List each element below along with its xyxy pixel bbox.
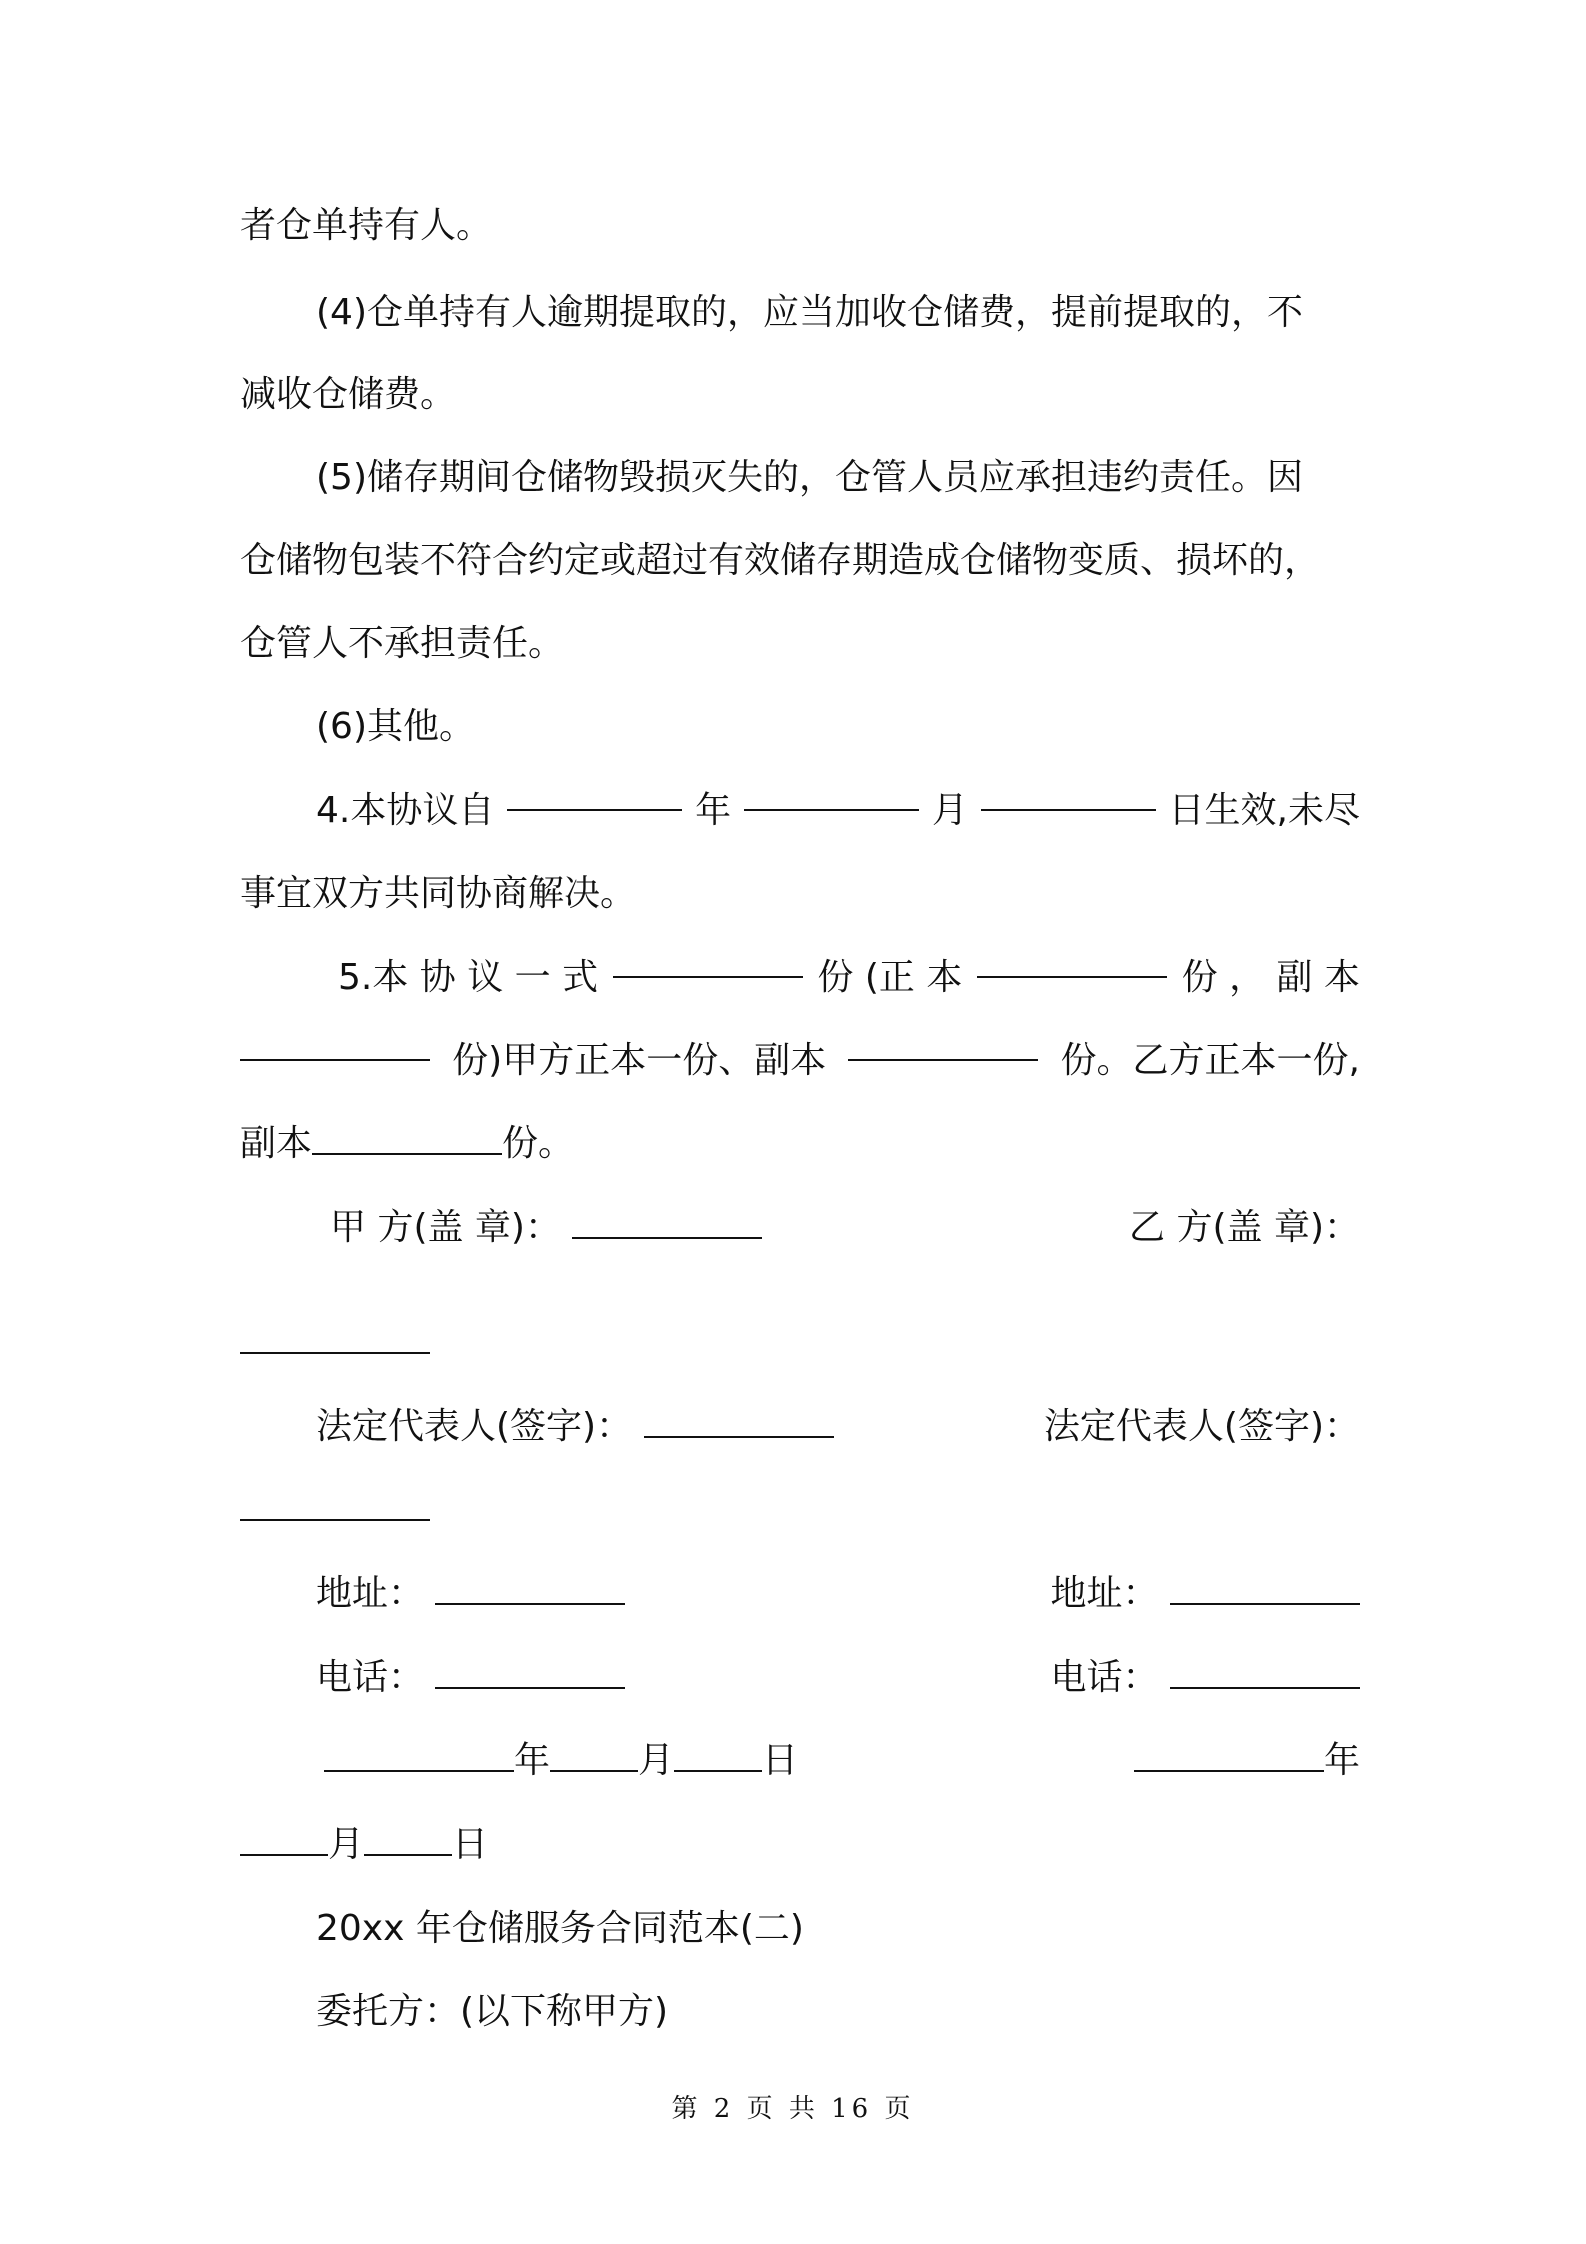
paragraph-line: 仓储物包装不符合约定或超过有效储存期造成仓储物变质、损坏的， [240, 540, 1321, 581]
copies-duplicate-label: 份 ， 副 本 [1181, 957, 1360, 998]
month-blank [744, 781, 919, 811]
copies-duplicate-blank [240, 1031, 430, 1061]
party-b-seal-blank [240, 1324, 430, 1354]
day-label: 日生效,未尽 [1168, 790, 1360, 831]
paragraph-line: 减收仓储费。 [240, 374, 457, 415]
copies-total-blank [613, 948, 803, 978]
legal-rep-b-blank-row [240, 1480, 430, 1540]
copies-line-3 [240, 1114, 1360, 1174]
address-b [1051, 1564, 1360, 1624]
date-a-day-label: 日 [762, 1740, 799, 1781]
copies-end: 份。 [502, 1123, 575, 1164]
party-a-seal-blank [572, 1209, 762, 1239]
copies-party-b-duplicate-blank [312, 1125, 502, 1155]
legal-rep-a-label: 法定代表人(签字)： [316, 1406, 633, 1447]
date-a-year-label: 年 [514, 1740, 551, 1781]
contract-title: 20xx 年仓储服务合同范本(二) [316, 1908, 804, 1949]
copies-party-a-text: 份)甲方正本一份、副本 [452, 1040, 827, 1081]
legal-rep-b-label: 法定代表人(签字)： [1043, 1406, 1360, 1447]
phone-a-blank [435, 1659, 625, 1689]
address-a-blank [435, 1575, 625, 1605]
copies-original-label: 份 (正 本 [817, 957, 963, 998]
legal-rep-a-blank [644, 1408, 834, 1438]
legal-rep-b-blank [240, 1491, 430, 1521]
phone-b-blank [1170, 1659, 1360, 1689]
clause-5-line: (5)储存期间仓储物毁损灭失的，仓管人员应承担违约责任。因 [316, 457, 1303, 498]
legal-rep-a [316, 1397, 834, 1457]
date-a-year-blank [324, 1742, 514, 1772]
copies-prefix: 5.本 协 议 一 式 [338, 957, 599, 998]
date-b-rest [240, 1815, 488, 1875]
phone-a-label: 电话： [316, 1657, 425, 1698]
year-blank [507, 781, 682, 811]
date-b-day-label: 日 [452, 1824, 489, 1865]
date-b-day-blank [364, 1826, 452, 1856]
paragraph-line: 事宜双方共同协商解决。 [240, 873, 637, 914]
paragraph-line: 仓管人不承担责任。 [240, 623, 565, 664]
effective-date-prefix: 4.本协议自 [316, 790, 495, 831]
party-b-seal-blank-row [240, 1313, 430, 1373]
date-b-year-blank [1134, 1742, 1324, 1772]
copies-party-b-text: 份。乙方正本一份, [1060, 1040, 1360, 1081]
party-b-seal-label: 乙 方(盖 章)： [1129, 1207, 1360, 1248]
phone-a [316, 1648, 625, 1708]
clause-6-line: (6)其他。 [316, 706, 475, 747]
clause-4-line: (4)仓单持有人逾期提取的，应当加收仓储费，提前提取的，不 [316, 292, 1303, 333]
address-b-label: 地址： [1050, 1573, 1159, 1614]
address-a [316, 1564, 625, 1624]
address-b-blank [1170, 1575, 1360, 1605]
date-a-month-label: 月 [638, 1740, 675, 1781]
legal-rep-b [1044, 1397, 1360, 1457]
date-a-day-blank [674, 1742, 762, 1772]
address-a-label: 地址： [316, 1573, 425, 1614]
copies-original-blank [977, 948, 1167, 978]
copies-line-2 [240, 1031, 1360, 1091]
party-a-seal [330, 1198, 762, 1258]
year-label: 年 [695, 790, 732, 831]
date-b-month-label: 月 [328, 1824, 365, 1865]
effective-date-line [316, 781, 1360, 841]
copies-party-a-duplicate-blank [848, 1031, 1038, 1061]
date-a [324, 1731, 798, 1791]
party-b-seal [1129, 1198, 1360, 1258]
date-b-year-label: 年 [1323, 1740, 1360, 1781]
principal-line: 委托方：(以下称甲方) [316, 1991, 669, 2032]
date-b-year [1134, 1731, 1360, 1791]
day-blank [981, 781, 1156, 811]
page-number: 第 2 页 共 16 页 [671, 2094, 915, 2124]
date-b-month-blank [240, 1826, 328, 1856]
party-a-seal-label: 甲 方(盖 章)： [330, 1207, 561, 1248]
copies-party-b-duplicate-label: 副本 [240, 1123, 313, 1164]
date-a-month-blank [550, 1742, 638, 1772]
paragraph-line: 者仓单持有人。 [240, 205, 493, 246]
phone-b-label: 电话： [1050, 1657, 1159, 1698]
phone-b [1051, 1648, 1360, 1708]
copies-line [338, 948, 1360, 1008]
month-label: 月 [931, 790, 968, 831]
